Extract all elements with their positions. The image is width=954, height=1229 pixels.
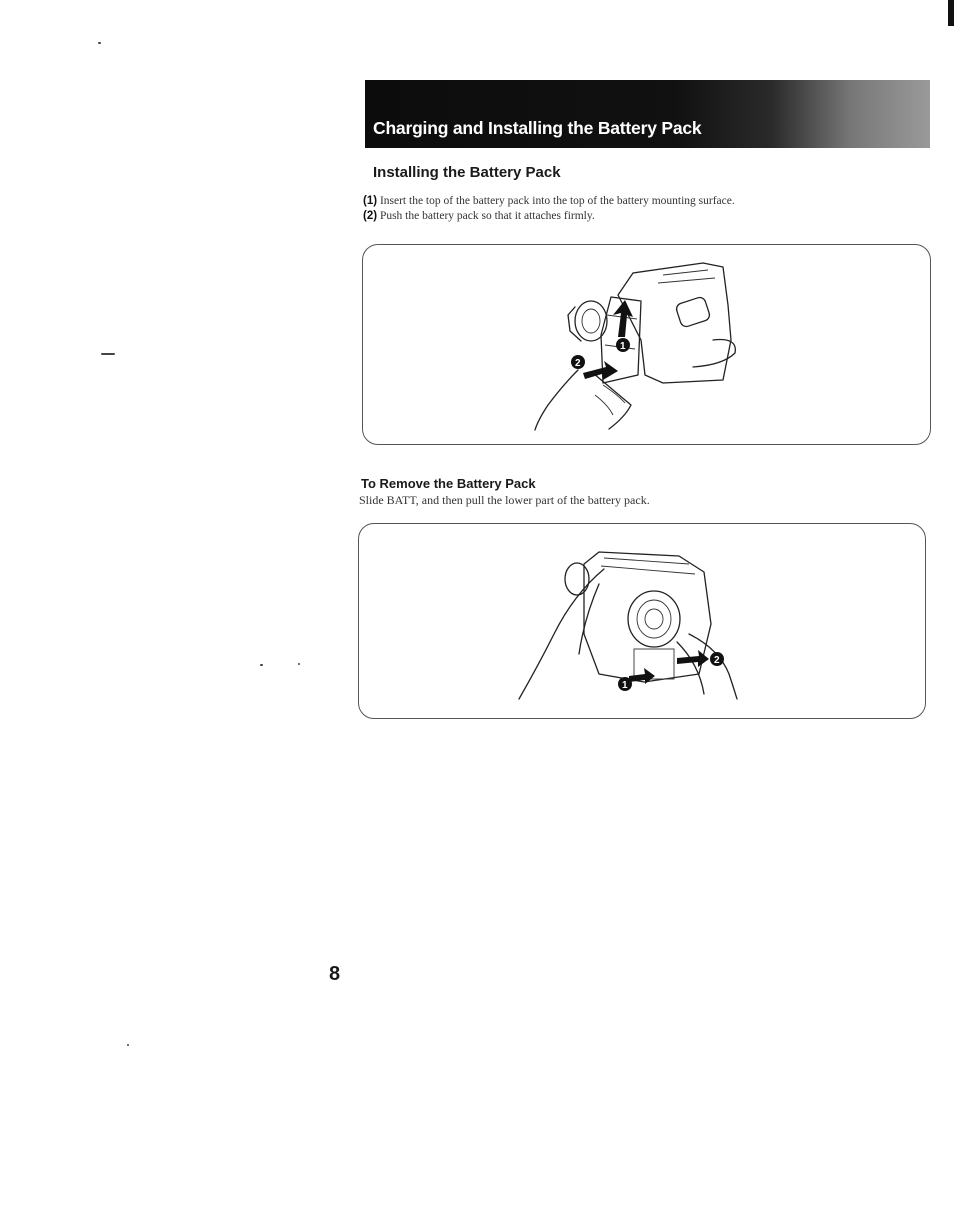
callout-2-label: 2 xyxy=(575,358,581,369)
step-1 xyxy=(363,195,735,207)
callout-1-icon xyxy=(618,677,632,691)
callout-1-label: 1 xyxy=(620,341,626,352)
scan-speck xyxy=(101,353,115,355)
step-1-number: (1) xyxy=(363,195,378,207)
section-title: Charging and Installing the Battery Pack xyxy=(373,118,702,138)
remove-illustration-frame xyxy=(358,523,926,719)
installing-heading: Installing the Battery Pack xyxy=(373,164,561,181)
remove-illustration xyxy=(359,524,925,718)
removing-text: Slide BATT, and then pull the lower part of the battery pack. xyxy=(359,493,650,507)
callout-1-label: 1 xyxy=(622,680,628,691)
scan-speck xyxy=(298,663,300,665)
step-2-text: Push the battery pack so that it attaches firmly. xyxy=(379,210,595,222)
scan-speck xyxy=(127,1044,129,1046)
removing-heading: To Remove the Battery Pack xyxy=(361,476,536,491)
callout-1-icon xyxy=(616,338,630,352)
step-2-number: (2) xyxy=(363,210,378,222)
callout-2-label: 2 xyxy=(714,655,720,666)
step-2 xyxy=(363,210,595,222)
callout-2-icon xyxy=(571,355,585,369)
page-edge-mark xyxy=(948,0,954,26)
scan-speck xyxy=(98,42,101,44)
scan-speck xyxy=(260,664,263,666)
install-illustration xyxy=(363,245,930,444)
callout-2-icon xyxy=(710,652,724,666)
install-illustration-frame xyxy=(362,244,931,445)
page-number: 8 xyxy=(329,963,341,985)
step-1-text: Insert the top of the battery pack into the top of the battery mounting surface. xyxy=(379,195,735,207)
